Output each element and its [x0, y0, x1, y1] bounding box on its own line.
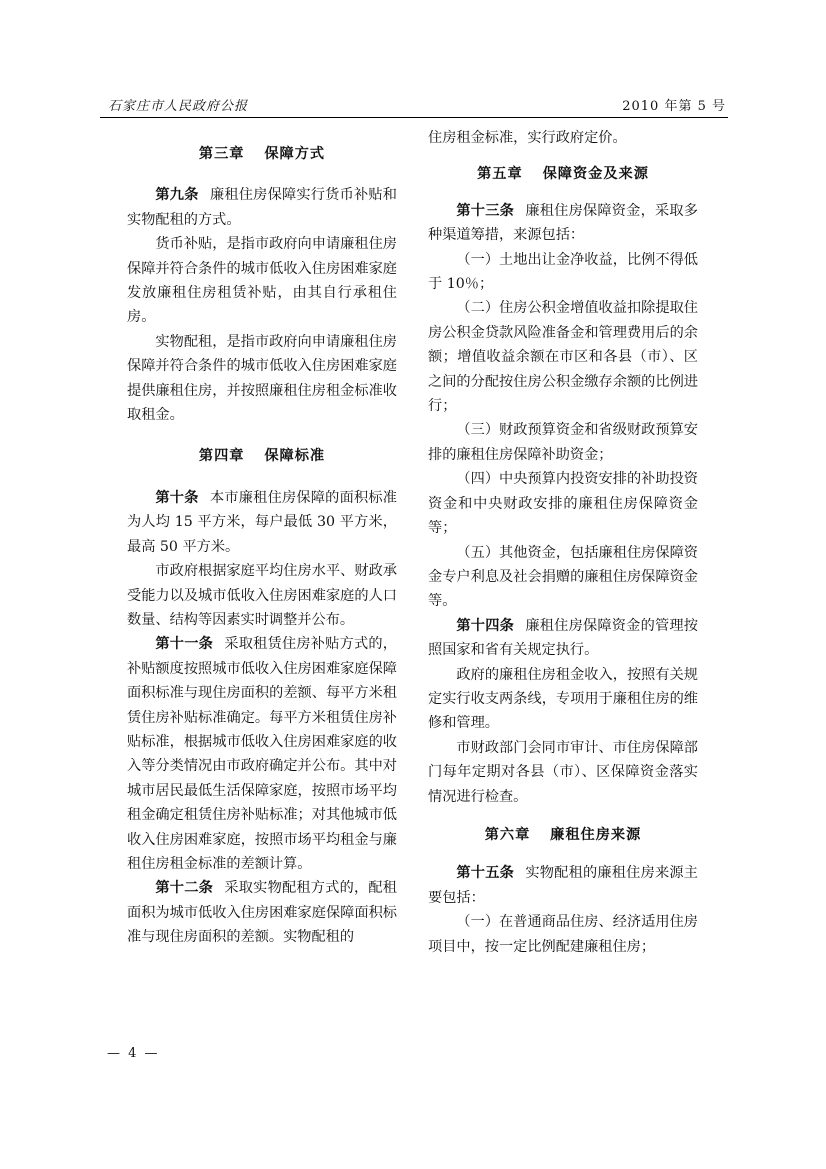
- article-paragraph: 第十三条 廉租住房保障资金，采取多种渠道筹措，来源包括：: [428, 202, 698, 244]
- list-item: （三）财政预算资金和省级财政预算安排的廉租住房保障补助资金；: [428, 422, 698, 463]
- list-item: （一）土地出让金净收益，比例不得低于 10％；: [428, 251, 698, 293]
- paragraph: 货币补贴，是指市政府向申请廉租住房保障并符合条件的城市低收入住房困难家庭发放廉租住房租赁补贴，由其自行承租住房。: [127, 236, 397, 326]
- article-label: 第十二条: [155, 880, 213, 897]
- article-label: 第十四条: [456, 617, 514, 634]
- paragraph: 市财政部门会同市审计、市住房保障部门每年定期对各县（市）、区保障资金落实情况进行检查。: [428, 739, 698, 805]
- article-label: 第十五条: [456, 865, 514, 882]
- article-paragraph: 第十五条 实物配租的廉租住房来源主要包括：: [428, 865, 698, 906]
- paragraph: 政府的廉租住房租金收入，按照有关规定实行收支两条线，专项用于廉租住房的维修和管理。: [428, 666, 698, 732]
- article-paragraph: 第九条 廉租住房保障实行货币补贴和实物配租的方式。: [127, 187, 397, 228]
- article-label: 第十条: [155, 489, 199, 506]
- article-label: 第十三条: [456, 202, 514, 219]
- left-column: [127, 126, 397, 950]
- chapter-heading: 第四章 保障标准: [198, 448, 326, 465]
- chapter-heading: 第三章 保障方式: [198, 146, 326, 162]
- list-item: （二）住房公积金增值收益扣除提取住房公积金贷款风险准备金和管理费用后的余额；增值收益余额在市区和各县（市）、区之间的分配按住房公积金缴存余额的比例进行；: [428, 300, 698, 415]
- paragraph: 实物配租，是指市政府向申请廉租住房保障并符合条件的城市低收入住房困难家庭提供廉租住房，并按照廉租住房租金标准收取租金。: [127, 333, 397, 424]
- article-paragraph: 第十四条 廉租住房保障资金的管理按照国家和省有关规定执行。: [428, 617, 698, 659]
- article-label: 第九条: [155, 187, 199, 204]
- article-paragraph: 第十一条 采取租赁住房补贴方式的，补贴额度按照城市低收入住房困难家庭保障面积标准与现住房面积的差额、每平方米租赁住房补贴标准确定。每平方米租赁住房补贴标准，根据城市低收入住房困难家庭的收入等分类情况由市政府确定并公布。其中对城市居民最低生活保障家庭，按照市场平均租金确定租赁住房补贴标准；对其他城市低收入住房困难家庭，按照市场平均租金与廉租住房租金标准的差额计算。: [127, 636, 397, 872]
- running-header: [100, 95, 728, 113]
- chapter-heading: 第六章 廉租住房来源: [484, 826, 642, 843]
- list-item: （一）在普通商品住房、经济适用住房项目中，按一定比例配建廉租住房；: [428, 914, 698, 955]
- paragraph: 市政府根据家庭平均住房水平、财政承受能力以及城市低收入住房困难家庭的人口数量、结构等因素实时调整并公布。: [127, 563, 397, 628]
- paragraph: 住房租金标准，实行政府定价。: [428, 130, 627, 146]
- article-paragraph: 第十条 本市廉租住房保障的面积标准为人均 15 平方米，每户最低 30 平方米，最高 50 平方米。: [127, 489, 397, 555]
- header-rule: [100, 117, 728, 118]
- chapter-heading: 第五章 保障资金及来源: [477, 166, 649, 183]
- list-item: （五）其他资金，包括廉租住房保障资金专户利息及社会捐赠的廉租住房保障资金等。: [428, 544, 698, 610]
- page-number: — 4 —: [107, 1046, 160, 1061]
- list-item: （四）中央预算内投资安排的补助投资资金和中央财政安排的廉租住房保障资金等；: [428, 471, 698, 537]
- issue-number: 2010 年第 5 号: [622, 99, 726, 114]
- article-label: 第十一条: [155, 636, 213, 653]
- journal-title: 石家庄市人民政府公报: [108, 99, 249, 114]
- right-column: [428, 126, 698, 959]
- article-paragraph: 第十二条 采取实物配租方式的，配租面积为城市低收入住房困难家庭保障面积标准与现住房面积的差额。实物配租的: [127, 880, 397, 946]
